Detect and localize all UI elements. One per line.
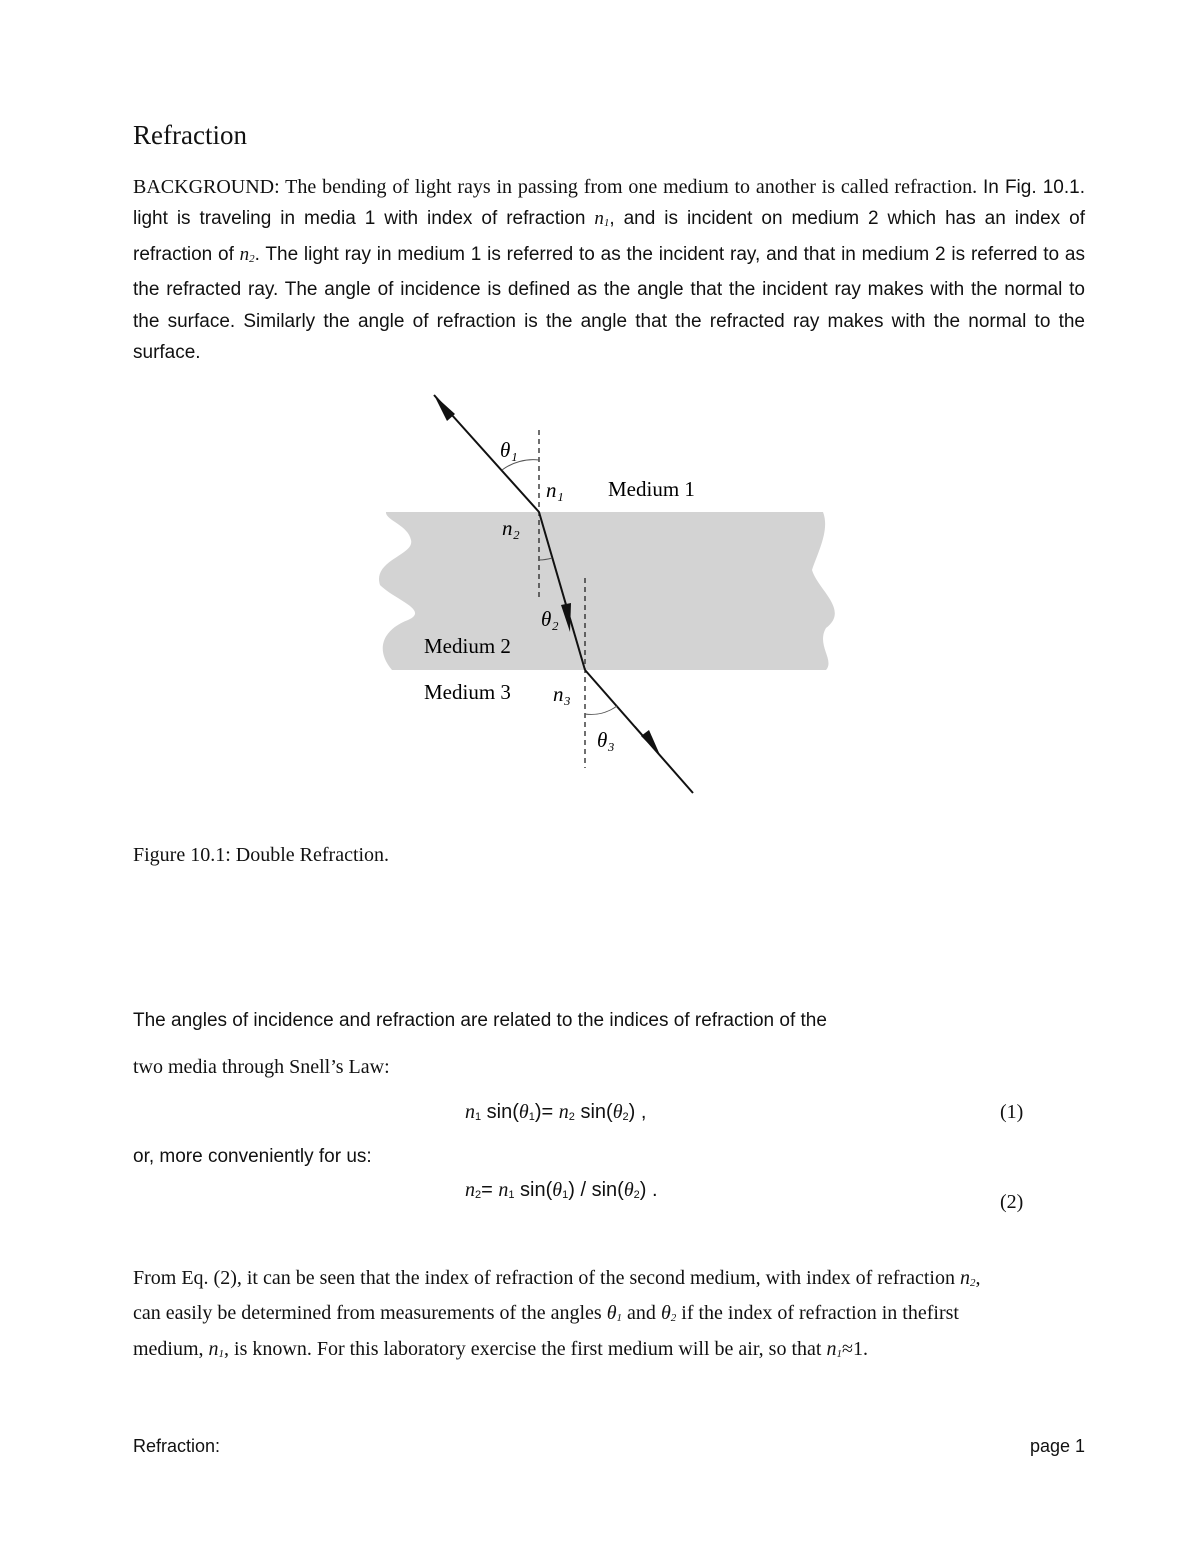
symbol-n1: $n_1$ (208, 1337, 225, 1360)
n3-label: n₃ (553, 682, 571, 706)
symbol-theta1: $\theta_1$ (606, 1302, 623, 1325)
theta2-label: θ₂ (541, 607, 559, 631)
theta1-label: θ₁ (500, 438, 518, 462)
medium3-label: Medium 3 (424, 680, 511, 704)
footer-page-number: page 1 (1030, 1436, 1086, 1456)
equation-1-number: (1) (1000, 1101, 1024, 1123)
n2-label: n₂ (502, 516, 520, 540)
theta3-arc (585, 706, 617, 714)
equation-1: $n_1$ $\sin(\theta_1)= n_2$ $\sin(\theta_2)$ , (465, 1101, 647, 1123)
symbol-n1-approx: $n_1$ (826, 1337, 842, 1360)
footer-title: Refraction: (133, 1436, 221, 1456)
snell-intro-line-2: two media through Snell’s Law: (133, 1056, 390, 1078)
equation-2-number: (2) (1000, 1191, 1024, 1213)
medium2-label: Medium 2 (424, 634, 511, 658)
background-paragraph (133, 172, 1085, 368)
incident-arrowhead (434, 395, 455, 421)
symbol-n1: $n_1$ (594, 208, 610, 230)
medium1-label: Medium 1 (608, 477, 695, 501)
theta3-label: θ₃ (597, 728, 615, 752)
symbol-n2: $n_2$ (239, 243, 255, 265)
n1-label: n₁ (546, 478, 564, 502)
background-text-1: In Fig. 10.1. light is traveling in media 1 with index of refraction (133, 177, 1085, 230)
background-lead: BACKGROUND: The bending of light rays in passing from one medium to another is called refraction. (133, 176, 978, 198)
background-text-3: . The light ray in medium 1 is referred to as the incident ray, and that in medium 2 is referred to as the refracted ray. The angle of incidence is defined as the angle that the incident ray makes with the normal to the surface. Similarly the angle of refraction is the angle that the refracted ray makes with the normal to the surface. (133, 243, 1085, 364)
conclusion-paragraph: From Eq. (2), it can be seen that the index of refraction of the second medium, with index of refraction $n_2$, can easily be determined from measurements of the angles $\theta_1$ and $\theta_2$ if the index of refraction in thefirst medium, $n_1$, is known. For this laboratory exercise the first medium will be air, so that $n_1\approx 1$. (133, 1267, 981, 1360)
background-text-2: , and is incident on medium 2 which has an index of refraction of (133, 208, 1085, 265)
symbol-n2: $n_2$ (959, 1267, 976, 1289)
conveniently-line: or, more conveniently for us: (133, 1146, 372, 1167)
figure-caption: Figure 10.1: Double Refraction. (133, 844, 390, 866)
symbol-theta2: $\theta_2$ (660, 1302, 677, 1325)
double-refraction-figure (375, 385, 845, 795)
emergent-arrowhead (641, 730, 660, 755)
snell-intro-line-1: The angles of incidence and refraction are related to the indices of refraction of the (133, 1010, 827, 1031)
equation-2: $n_2= n_1$ $\sin(\theta_1) / \sin(\theta_2)$ . (465, 1179, 658, 1201)
page-title: Refraction (133, 120, 247, 150)
